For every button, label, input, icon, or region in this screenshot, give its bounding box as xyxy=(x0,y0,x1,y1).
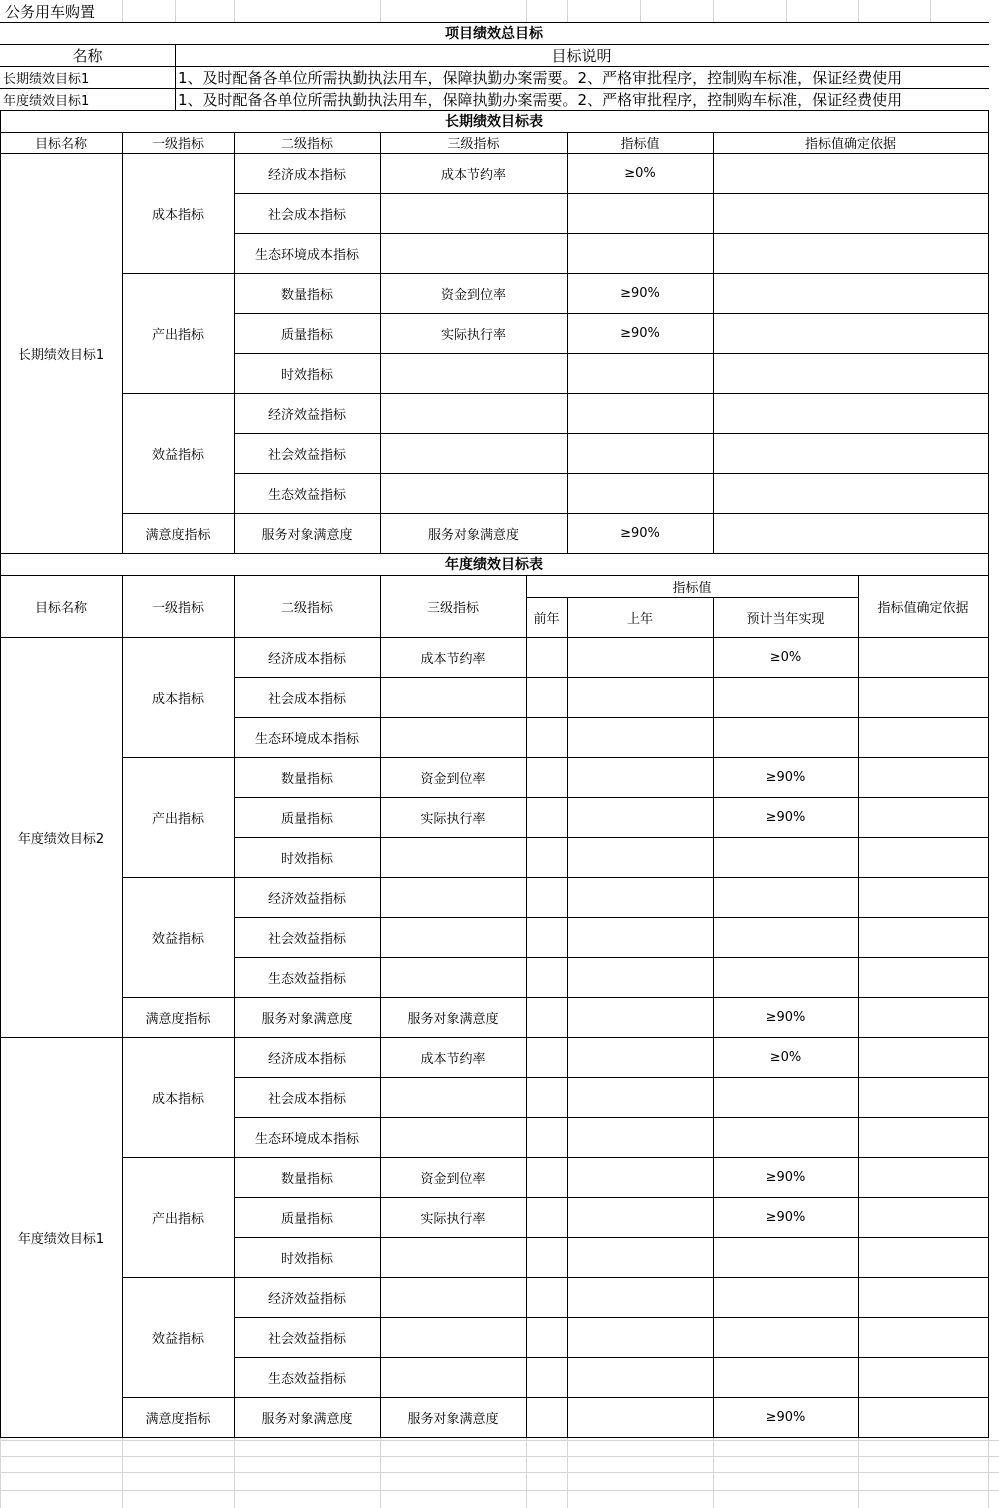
grid-line xyxy=(988,1037,989,1438)
level2-indicator[interactable]: 生态效益指标 xyxy=(267,1371,346,1387)
indicator-value[interactable]: ≥90% xyxy=(765,1009,806,1025)
level2-indicator[interactable]: 经济效益指标 xyxy=(267,891,346,907)
level1-indicator[interactable]: 效益指标 xyxy=(151,931,204,947)
grid-line xyxy=(234,677,989,678)
sheet-title-cell[interactable]: 公务用车购置 xyxy=(5,2,96,21)
grid-line xyxy=(122,1037,123,1438)
level3-indicator[interactable] xyxy=(380,1357,526,1397)
grid-line xyxy=(122,637,123,1038)
grid-line xyxy=(0,1440,999,1441)
level1-indicator[interactable]: 效益指标 xyxy=(151,1331,204,1347)
grid-line xyxy=(234,1237,989,1238)
level3-indicator[interactable] xyxy=(380,837,526,877)
indicator-value[interactable]: ≥90% xyxy=(620,525,660,541)
grid-line xyxy=(0,1472,999,1473)
grid-line xyxy=(713,0,714,23)
level2-indicator[interactable]: 经济成本指标 xyxy=(267,1051,346,1067)
summary-goal-desc[interactable]: 1、及时配备各单位所需执勤执法用车，保障执勤办案需要。2、严格审批程序，控制购车标准，保证经费使用 xyxy=(178,68,903,87)
indicator-value[interactable] xyxy=(713,1317,858,1357)
level2-indicator[interactable]: 社会成本指标 xyxy=(267,691,346,707)
grid-line xyxy=(122,153,123,554)
level2-indicator[interactable]: 生态环境成本指标 xyxy=(254,1131,359,1147)
grid-line xyxy=(234,837,989,838)
level3-indicator[interactable] xyxy=(380,1237,526,1277)
indicator-value[interactable] xyxy=(567,193,713,233)
level2-indicator[interactable]: 数量指标 xyxy=(280,1171,333,1187)
level2-indicator[interactable]: 社会效益指标 xyxy=(267,931,346,947)
indicator-value[interactable] xyxy=(713,677,858,717)
level3-indicator[interactable] xyxy=(380,717,526,757)
indicator-value[interactable] xyxy=(713,957,858,997)
grid-line xyxy=(858,1436,859,1508)
level2-indicator[interactable]: 经济成本指标 xyxy=(267,651,346,667)
grid-line xyxy=(380,132,381,154)
level2-indicator[interactable]: 数量指标 xyxy=(280,287,333,303)
grid-line xyxy=(858,1037,859,1438)
indicator-value[interactable] xyxy=(567,433,713,473)
grid-line xyxy=(234,233,989,234)
grid-line xyxy=(122,575,123,638)
grid-line xyxy=(234,1077,989,1078)
level3-indicator[interactable] xyxy=(380,1317,526,1357)
summary-col-name[interactable]: 名称 xyxy=(72,46,103,65)
level3-indicator[interactable]: 成本节约率 xyxy=(420,651,486,667)
grid-line xyxy=(175,44,176,111)
level2-indicator[interactable]: 生态效益指标 xyxy=(267,971,346,987)
indicator-value[interactable] xyxy=(713,1117,858,1157)
long-term-header-2[interactable]: 二级指标 xyxy=(280,137,333,152)
long-term-header-3[interactable]: 三级指标 xyxy=(447,137,500,152)
indicator-value[interactable] xyxy=(567,233,713,273)
level3-indicator[interactable]: 资金到位率 xyxy=(420,771,486,787)
grid-line xyxy=(713,132,714,154)
grid-line xyxy=(380,0,381,23)
level1-indicator[interactable]: 满意度指标 xyxy=(145,1411,211,1427)
level1-indicator[interactable]: 产出指标 xyxy=(151,811,204,827)
summary-goal-name[interactable]: 长期绩效目标1 xyxy=(3,71,90,87)
indicator-value[interactable] xyxy=(713,917,858,957)
level2-indicator[interactable]: 服务对象满意度 xyxy=(261,1011,353,1027)
goal-name-cell[interactable]: 年度绩效目标2 xyxy=(17,831,105,847)
summary-goal-name[interactable]: 年度绩效目标1 xyxy=(3,93,90,109)
level3-indicator[interactable]: 成本节约率 xyxy=(420,1051,486,1067)
grid-line xyxy=(858,575,859,638)
grid-line xyxy=(122,0,123,23)
summary-title[interactable]: 项目绩效总目标 xyxy=(445,26,543,42)
level3-indicator[interactable] xyxy=(380,917,526,957)
grid-line xyxy=(0,1437,989,1438)
grid-line xyxy=(0,153,1,554)
grid-line xyxy=(640,0,641,23)
level2-indicator[interactable]: 时效指标 xyxy=(280,1251,333,1267)
annual-header-last[interactable]: 上年 xyxy=(626,611,653,627)
annual-header-l2[interactable]: 二级指标 xyxy=(280,600,333,616)
indicator-value[interactable]: ≥90% xyxy=(765,809,806,825)
grid-line xyxy=(713,1436,714,1508)
level1-indicator[interactable]: 成本指标 xyxy=(151,207,204,223)
level2-indicator[interactable]: 社会效益指标 xyxy=(267,1331,346,1347)
grid-line xyxy=(567,132,568,154)
grid-line xyxy=(234,353,989,354)
grid-line xyxy=(122,132,123,154)
grid-line xyxy=(0,637,1,1038)
level3-indicator[interactable]: 实际执行率 xyxy=(420,1211,486,1227)
level1-indicator[interactable]: 成本指标 xyxy=(151,1091,204,1107)
grid-line xyxy=(526,1436,527,1508)
level2-indicator[interactable]: 质量指标 xyxy=(280,811,333,827)
level2-indicator[interactable]: 生态环境成本指标 xyxy=(254,247,359,263)
level3-indicator[interactable]: 实际执行率 xyxy=(420,811,486,827)
level3-indicator[interactable]: 服务对象满意度 xyxy=(407,1011,499,1027)
level2-indicator[interactable]: 社会成本指标 xyxy=(267,1091,346,1107)
grid-line xyxy=(234,1037,235,1438)
level3-indicator[interactable] xyxy=(380,1277,526,1317)
grid-line xyxy=(122,273,989,274)
level3-indicator[interactable] xyxy=(380,393,567,433)
level3-indicator[interactable] xyxy=(380,957,526,997)
indicator-value[interactable] xyxy=(713,1357,858,1397)
indicator-value[interactable]: ≥90% xyxy=(765,769,806,785)
level3-indicator[interactable] xyxy=(380,877,526,917)
level2-indicator[interactable]: 社会效益指标 xyxy=(267,447,346,463)
grid-line xyxy=(988,553,989,576)
indicator-value[interactable] xyxy=(713,1237,858,1277)
grid-line xyxy=(713,597,714,638)
grid-line xyxy=(567,153,568,554)
grid-line xyxy=(0,110,1,154)
grid-line xyxy=(175,0,176,23)
grid-line xyxy=(234,1436,235,1508)
grid-line xyxy=(234,0,235,23)
level3-indicator[interactable] xyxy=(380,433,567,473)
level3-indicator[interactable]: 资金到位率 xyxy=(420,1171,486,1187)
grid-line xyxy=(713,637,714,1038)
grid-line xyxy=(234,797,989,798)
level3-indicator[interactable]: 实际执行率 xyxy=(440,327,506,343)
grid-line xyxy=(988,575,989,638)
level2-indicator[interactable]: 经济效益指标 xyxy=(267,1291,346,1307)
indicator-value[interactable] xyxy=(567,393,713,433)
level2-indicator[interactable]: 数量指标 xyxy=(280,771,333,787)
grid-line xyxy=(380,1436,381,1508)
goal-name-cell[interactable]: 长期绩效目标1 xyxy=(17,347,105,363)
indicator-value[interactable]: ≥90% xyxy=(765,1209,806,1225)
grid-line xyxy=(234,433,989,434)
grid-line xyxy=(122,393,989,394)
long-term-header-5[interactable]: 指标值确定依据 xyxy=(804,137,896,152)
grid-line xyxy=(234,153,235,554)
level1-indicator[interactable]: 产出指标 xyxy=(151,1211,204,1227)
level2-indicator[interactable]: 生态效益指标 xyxy=(267,487,346,503)
indicator-value[interactable]: ≥0% xyxy=(624,165,656,181)
grid-line xyxy=(234,957,989,958)
annual-header-value[interactable]: 指标值 xyxy=(672,580,712,596)
grid-line xyxy=(988,110,989,154)
grid-line xyxy=(234,1317,989,1318)
level3-indicator[interactable] xyxy=(380,1077,526,1117)
grid-line xyxy=(988,1436,989,1508)
grid-line xyxy=(526,0,527,23)
level3-indicator[interactable]: 成本节约率 xyxy=(440,167,506,183)
grid-line xyxy=(988,637,989,1038)
grid-line xyxy=(526,1037,527,1438)
grid-line xyxy=(0,1436,1,1508)
grid-line xyxy=(234,1117,989,1118)
indicator-value[interactable]: ≥90% xyxy=(620,325,660,341)
grid-line xyxy=(380,153,381,554)
summary-goal-desc[interactable]: 1、及时配备各单位所需执勤执法用车，保障执勤办案需要。2、严格审批程序，控制购车标准，保证经费使用 xyxy=(178,90,903,109)
level2-indicator[interactable]: 经济效益指标 xyxy=(267,407,346,423)
level2-indicator[interactable]: 质量指标 xyxy=(280,1211,333,1227)
long-term-header-0[interactable]: 目标名称 xyxy=(34,137,87,152)
grid-line xyxy=(567,1436,568,1508)
annual-table-title[interactable]: 年度绩效目标表 xyxy=(445,557,543,573)
grid-line xyxy=(234,1197,989,1198)
indicator-value[interactable] xyxy=(713,1077,858,1117)
annual-header-expected[interactable]: 预计当年实现 xyxy=(746,611,825,627)
level2-indicator[interactable]: 服务对象满意度 xyxy=(261,527,353,543)
grid-line xyxy=(858,637,859,1038)
annual-header-l3[interactable]: 三级指标 xyxy=(426,600,479,616)
grid-line xyxy=(567,1037,568,1438)
indicator-value[interactable] xyxy=(713,837,858,877)
level2-indicator[interactable]: 社会成本指标 xyxy=(267,207,346,223)
level1-indicator[interactable]: 产出指标 xyxy=(151,327,204,343)
annual-header-basis[interactable]: 指标值确定依据 xyxy=(877,600,969,616)
level1-indicator[interactable]: 效益指标 xyxy=(151,447,204,463)
grid-line xyxy=(567,637,568,1038)
long-term-header-1[interactable]: 一级指标 xyxy=(151,137,204,152)
grid-line xyxy=(234,132,235,154)
grid-line xyxy=(122,1436,123,1508)
grid-line xyxy=(234,1357,989,1358)
grid-line xyxy=(380,1037,381,1438)
indicator-value[interactable] xyxy=(713,717,858,757)
level3-indicator[interactable]: 服务对象满意度 xyxy=(407,1411,499,1427)
long-term-table-title[interactable]: 长期绩效目标表 xyxy=(445,114,543,130)
level2-indicator[interactable]: 生态环境成本指标 xyxy=(254,731,359,747)
grid-line xyxy=(713,1037,714,1438)
grid-line xyxy=(234,473,989,474)
grid-line xyxy=(234,917,989,918)
grid-line xyxy=(380,637,381,1038)
level3-indicator[interactable] xyxy=(380,233,567,273)
grid-line xyxy=(0,1490,999,1491)
level3-indicator[interactable] xyxy=(380,193,567,233)
grid-line xyxy=(858,0,859,23)
grid-line xyxy=(234,313,989,314)
level3-indicator[interactable] xyxy=(380,1117,526,1157)
grid-line xyxy=(0,1037,1,1438)
grid-line xyxy=(567,0,568,23)
grid-line xyxy=(786,0,787,23)
grid-line xyxy=(930,0,931,23)
grid-line xyxy=(713,153,714,554)
level1-indicator[interactable]: 满意度指标 xyxy=(145,527,211,543)
grid-line xyxy=(234,193,989,194)
level2-indicator[interactable]: 时效指标 xyxy=(280,851,333,867)
level3-indicator[interactable]: 服务对象满意度 xyxy=(427,527,519,543)
grid-line xyxy=(567,597,568,638)
annual-header-prev[interactable]: 前年 xyxy=(533,611,560,627)
goal-name-cell[interactable]: 年度绩效目标1 xyxy=(17,1231,105,1247)
indicator-value[interactable]: ≥90% xyxy=(765,1409,806,1425)
indicator-value[interactable]: ≥0% xyxy=(769,649,802,665)
grid-line xyxy=(234,575,235,638)
grid-line xyxy=(526,637,527,1038)
level2-indicator[interactable]: 经济成本指标 xyxy=(267,167,346,183)
summary-col-desc[interactable]: 目标说明 xyxy=(551,46,612,65)
grid-line xyxy=(234,637,235,1038)
indicator-value[interactable] xyxy=(713,877,858,917)
annual-header-goal[interactable]: 目标名称 xyxy=(34,600,87,616)
grid-line xyxy=(526,575,527,638)
level2-indicator[interactable]: 服务对象满意度 xyxy=(261,1411,353,1427)
grid-line xyxy=(380,575,381,638)
indicator-value[interactable] xyxy=(567,353,713,393)
grid-line xyxy=(122,513,989,514)
grid-line xyxy=(234,717,989,718)
indicator-value[interactable] xyxy=(567,473,713,513)
level2-indicator[interactable]: 时效指标 xyxy=(280,367,333,383)
level1-indicator[interactable]: 满意度指标 xyxy=(145,1011,211,1027)
indicator-value[interactable] xyxy=(713,1277,858,1317)
level3-indicator[interactable] xyxy=(380,473,567,513)
grid-line xyxy=(0,1456,999,1457)
level3-indicator[interactable] xyxy=(380,677,526,717)
level3-indicator[interactable]: 资金到位率 xyxy=(440,287,506,303)
indicator-value[interactable]: ≥90% xyxy=(765,1169,806,1185)
grid-line xyxy=(988,153,989,554)
grid-line xyxy=(0,575,1,638)
annual-header-l1[interactable]: 一级指标 xyxy=(151,600,204,616)
level2-indicator[interactable]: 质量指标 xyxy=(280,327,333,343)
level3-indicator[interactable] xyxy=(380,353,567,393)
long-term-header-4[interactable]: 指标值 xyxy=(620,137,660,152)
indicator-value[interactable]: ≥0% xyxy=(769,1049,802,1065)
indicator-value[interactable]: ≥90% xyxy=(620,285,660,301)
level1-indicator[interactable]: 成本指标 xyxy=(151,691,204,707)
